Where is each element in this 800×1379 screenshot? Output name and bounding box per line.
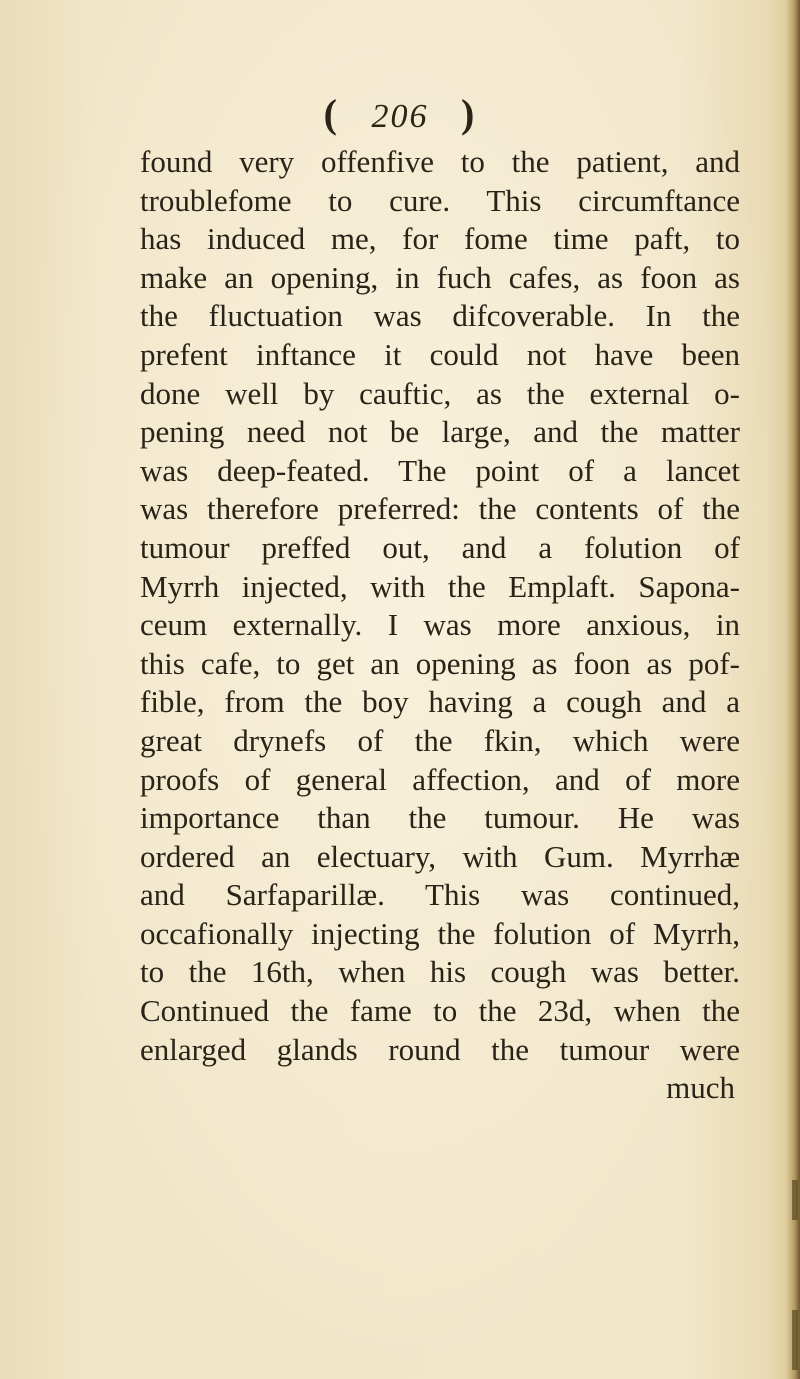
text-line: prefent inftance it could not have been <box>140 336 740 372</box>
text-line: has induced me, for fome time paft, to <box>140 221 740 257</box>
page-edge-mark <box>792 1180 798 1220</box>
text-line: tumour preffed out, and a folution of <box>140 529 740 565</box>
text-line: occafionally injecting the folution of Myrrh, <box>140 915 740 951</box>
text-line: troublefome to cure. This circumftance <box>140 182 740 218</box>
text-line: pening need not be large, and the matter <box>140 414 740 450</box>
header-close-paren: ) <box>461 91 477 136</box>
text-line: Continued the fame to the 23d, when the <box>140 993 740 1029</box>
text-line: make an opening, in fuch cafes, as foon as <box>140 259 740 295</box>
text-line: was deep-feated. The point of a lancet <box>140 452 740 488</box>
text-line: proofs of general affection, and of more <box>140 761 740 797</box>
text-line: the fluctuation was difcoverable. In the <box>140 298 740 334</box>
body-text <box>140 143 740 1108</box>
text-line: and Sarfaparillæ. This was continued, <box>140 877 740 913</box>
text-line: importance than the tumour. He was <box>140 800 740 836</box>
text-line: found very offenfive to the patient, and <box>140 144 740 179</box>
text-line: was therefore preferred: the contents of the <box>140 491 740 527</box>
text-line: enlarged glands round the tumour were <box>140 1031 740 1067</box>
text-line: great drynefs of the fkin, which were <box>140 722 740 758</box>
header-open-paren: ( <box>323 91 339 136</box>
text-line: done well by cauftic, as the external o- <box>140 375 740 411</box>
page-edge-shadow <box>786 0 800 1379</box>
text-line: Myrrh injected, with the Emplaft. Sapona- <box>140 568 740 604</box>
text-line: this cafe, to get an opening as foon as pof- <box>140 645 740 681</box>
catchword: much <box>666 1070 735 1106</box>
text-line: ordered an electuary, with Gum. Myrrhæ <box>140 838 740 874</box>
page-number-header <box>0 90 800 137</box>
text-line: fible, from the boy having a cough and a <box>140 684 740 720</box>
text-line: to the 16th, when his cough was better. <box>140 954 740 990</box>
page-edge-mark <box>792 1310 798 1370</box>
text-line: ceum externally. I was more anxious, in <box>140 607 740 643</box>
page-number: 206 <box>371 98 429 135</box>
